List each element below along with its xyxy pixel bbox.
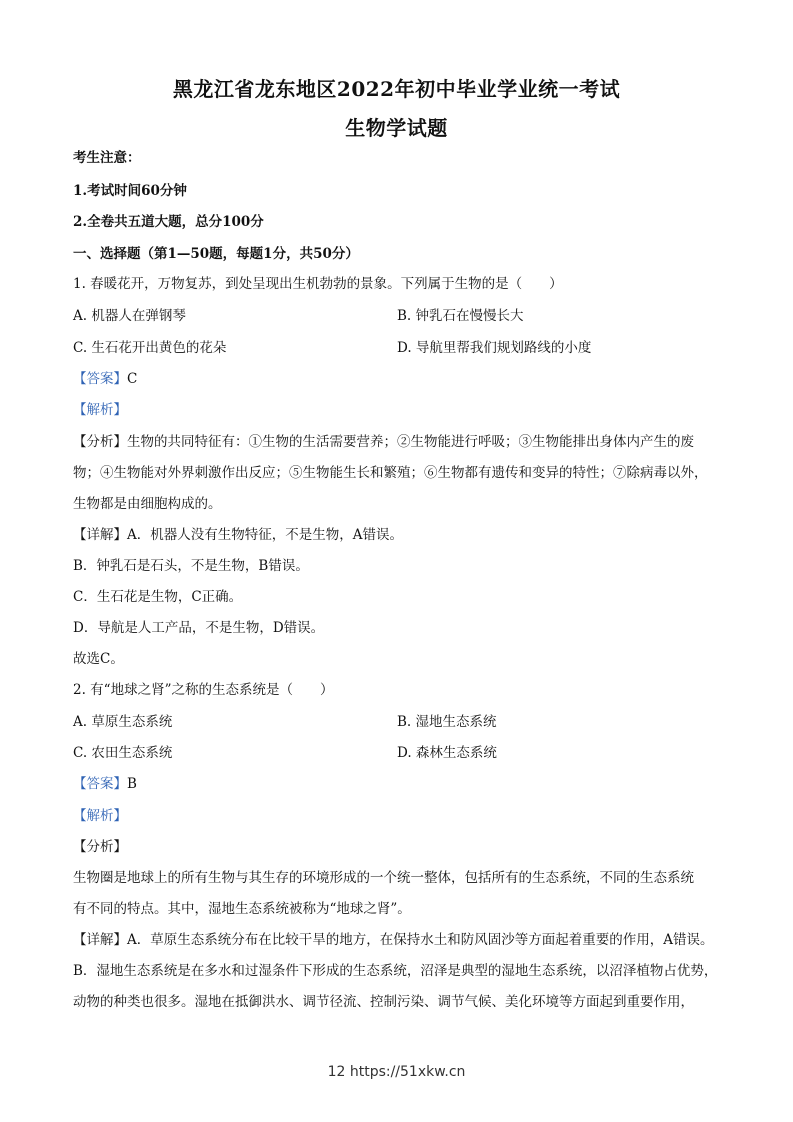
notes-item-score: 2.全卷共五道大题，总分100分: [73, 214, 264, 230]
q1-option-c: C. 生石花开出黄色的花朵: [73, 340, 227, 356]
footer-url[interactable]: https://51xkw.cn: [349, 1064, 466, 1080]
q1-detail-a: [73, 527, 723, 543]
q2-fenxi-line2: 有不同的特点。其中，湿地生态系统被称为“地球之肾”。: [73, 901, 411, 917]
q2-option-b: B. 湿地生态系统: [397, 714, 497, 730]
q1-detail-c: C．生石花是生物，C正确。: [73, 589, 243, 605]
q2-answer: [73, 776, 723, 792]
q2-option-d: D. 森林生态系统: [397, 745, 497, 761]
q1-detail-d: D．导航是人工产品，不是生物，D错误。: [73, 620, 325, 636]
page-number: 12: [327, 1064, 346, 1080]
q1-option-a: A. 机器人在弹钢琴: [73, 308, 186, 324]
q1-option-b: B. 钟乳石在慢慢长大: [397, 308, 524, 324]
q2-detail-a: [73, 932, 723, 948]
exam-title: 黑龙江省龙东地区2022年初中毕业学业统一考试: [172, 77, 621, 101]
q2-detail-b-line1: B．湿地生态系统是在多水和过湿条件下形成的生态系统，沼泽是典型的湿地生态系统，以沼泽植物占优势，: [73, 963, 718, 979]
q2-detail-b-line2: 动物的种类也很多。湿地在抵御洪水、调节径流、控制污染、调节气候、美化环境等方面起到重要作用，: [73, 994, 694, 1010]
q2-fenxi-line1: 生物圈是地球上的所有生物与其生存的环境形成的一个统一整体，包括所有的生态系统，不同的生态系统: [73, 870, 694, 886]
detail-tag: 【详解】: [73, 932, 127, 948]
section-heading: 一、选择题（第1—50题，每题1分，共50分）: [73, 246, 359, 262]
exam-subtitle: 生物学试题: [345, 116, 448, 140]
answer-tag: 【答案】: [73, 371, 127, 387]
q2-answer-value: B: [127, 776, 137, 792]
q1-stem: 1. 春暖花开，万物复苏，到处呈现出生机勃勃的景象。下列属于生物的是（ ）: [73, 276, 563, 292]
q2-detail-a-text: A．草原生态系统分布在比较干旱的地方，在保持水土和防风固沙等方面起着重要的作用，A错误。: [127, 932, 714, 948]
q1-analysis-tag: 【解析】: [73, 402, 127, 418]
notes-item-time: 1.考试时间60分钟: [73, 183, 187, 199]
q1-fenxi-line1: [73, 434, 723, 450]
fenxi-tag: 【分析】: [73, 434, 127, 450]
q1-fenxi-text1: 生物的共同特征有：①生物的生活需要营养；②生物能进行呼吸；③生物能排出身体内产生的废: [127, 434, 694, 450]
q1-detail-b: B．钟乳石是石头，不是生物，B错误。: [73, 558, 309, 574]
q2-option-a: A. 草原生态系统: [73, 714, 173, 730]
q1-answer-value: C: [127, 371, 138, 387]
detail-tag: 【详解】: [73, 527, 127, 543]
q1-option-d: D. 导航里帮我们规划路线的小度: [397, 340, 592, 356]
answer-tag: 【答案】: [73, 776, 127, 792]
q1-conclusion: 故选C。: [73, 651, 124, 667]
notes-heading: 考生注意：: [73, 150, 141, 166]
q2-analysis-tag: 【解析】: [73, 808, 127, 824]
page-footer: [0, 1064, 793, 1080]
q2-fenxi-tag: 【分析】: [73, 839, 127, 855]
q1-answer: [73, 371, 723, 387]
q1-detail-a-text: A．机器人没有生物特征，不是生物，A错误。: [127, 527, 403, 543]
q1-fenxi-line3: 生物都是由细胞构成的。: [73, 496, 222, 512]
q1-fenxi-line2: 物；④生物能对外界刺激作出反应；⑤生物能生长和繁殖；⑥生物都有遗传和变异的特性；⑦除病毒以外，: [73, 465, 708, 481]
q2-stem: 2. 有“地球之肾”之称的生态系统是（ ）: [73, 682, 334, 698]
q2-option-c: C. 农田生态系统: [73, 745, 173, 761]
